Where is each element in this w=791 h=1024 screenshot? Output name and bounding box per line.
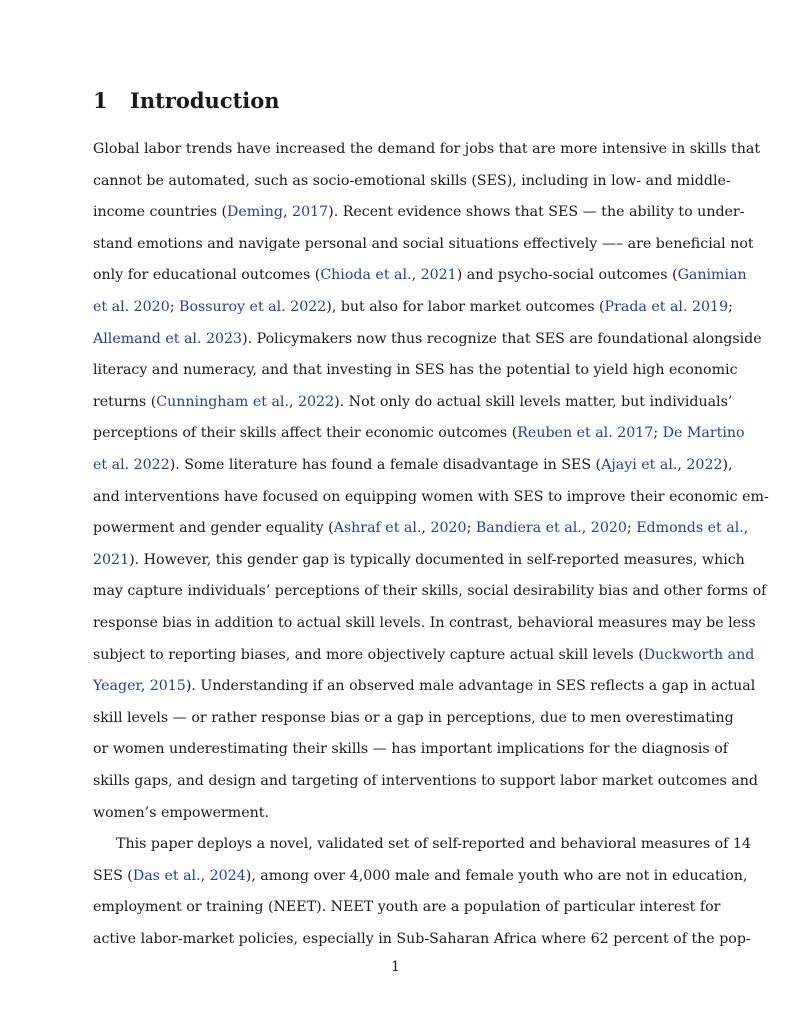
text-span: ). Policymakers now thus recognize that SES are foundational alongside xyxy=(242,330,762,347)
text-span: active labor-market policies, especially in Sub-Saharan Africa where 62 percent of the pop- xyxy=(93,931,751,947)
text-line xyxy=(93,202,745,222)
text-line xyxy=(93,739,729,759)
text-line xyxy=(93,581,767,601)
text-line xyxy=(93,360,738,380)
citation-link[interactable]: 2022 xyxy=(298,393,335,410)
citation-link[interactable]: et al. 2022 xyxy=(93,457,170,473)
text-span: , xyxy=(200,867,210,884)
text-span: may capture individuals’ perceptions of their skills, social desirability bias and other forms of xyxy=(93,583,767,600)
text-span: , xyxy=(140,678,150,695)
section-heading xyxy=(93,86,280,116)
text-line xyxy=(93,139,761,159)
citation-link[interactable]: Yeager xyxy=(93,678,141,695)
citation-link[interactable]: 2024 xyxy=(209,867,246,884)
text-span: only for educational outcomes ( xyxy=(93,267,321,284)
section-number: 1 xyxy=(93,88,108,113)
text-span: and interventions have focused on equipping women with SES to improve their economic em- xyxy=(93,488,769,505)
text-span: ), xyxy=(722,457,733,473)
text-span: ), among over 4,000 male and female youth who are not in education, xyxy=(245,867,748,884)
text-span: ). Understanding if an observed male advantage in SES reflects a gap in actual xyxy=(185,678,756,695)
citation-link[interactable]: 2020 xyxy=(590,520,627,537)
citation-link[interactable]: Prada et al. 2019 xyxy=(604,299,729,315)
text-span: income countries ( xyxy=(93,204,228,221)
text-line xyxy=(93,645,755,665)
text-line xyxy=(93,771,758,791)
text-span: ), but also for labor market outcomes ( xyxy=(326,299,605,315)
citation-link[interactable]: Deming xyxy=(227,204,284,221)
text-line xyxy=(93,265,747,285)
text-line xyxy=(93,423,745,443)
text-line xyxy=(93,297,733,317)
text-span: skills gaps, and design and targeting of interventions to support labor market outcomes and xyxy=(93,773,758,789)
text-span: , xyxy=(411,267,421,284)
text-span: response bias in addition to actual skill levels. In contrast, behavioral measures may be less xyxy=(93,615,756,631)
text-span: , xyxy=(283,204,293,221)
text-span: literacy and numeracy, and that investing in SES has the potential to yield high economic xyxy=(93,362,738,379)
citation-link[interactable]: 2020 xyxy=(430,520,467,537)
text-span: skill levels — or rather response bias or a gap in perceptions, due to men overestimating xyxy=(93,709,734,726)
citation-link[interactable]: Ajayi et al. xyxy=(601,457,678,473)
text-span: stand emotions and navigate personal and social situations effectively —– are beneficial not xyxy=(93,235,754,252)
text-line xyxy=(93,676,756,696)
citation-link[interactable]: Bossuroy et al. 2022 xyxy=(179,299,327,315)
text-span: , xyxy=(581,520,591,537)
text-span: ). Not only do actual skill levels matter, but individuals’ xyxy=(334,393,733,410)
text-line xyxy=(93,392,733,412)
text-span: employment or training (NEET). NEET youth are a population of particular interest for xyxy=(93,899,721,916)
text-span: ; xyxy=(466,520,476,537)
text-line xyxy=(93,329,762,349)
text-span: ). Recent evidence shows that SES — the ability to under- xyxy=(328,204,745,221)
text-span: ; xyxy=(653,425,663,442)
text-span: women’s empowerment. xyxy=(93,804,269,821)
text-span: perceptions of their skills affect their economic outcomes ( xyxy=(93,425,518,442)
text-span: , xyxy=(677,457,687,473)
citation-link[interactable]: 2017 xyxy=(292,204,329,221)
text-span: cannot be automated, such as socio-emotional skills (SES), including in low- and middle- xyxy=(93,172,731,189)
text-line xyxy=(93,929,751,949)
citation-link[interactable]: Ganimian xyxy=(677,267,747,284)
text-line xyxy=(93,897,721,917)
text-span: returns ( xyxy=(93,393,157,410)
text-span: , xyxy=(743,520,749,537)
text-span: subject to reporting biases, and more objectively capture actual skill levels ( xyxy=(93,646,644,663)
text-line xyxy=(93,455,733,475)
citation-link[interactable]: Chioda et al. xyxy=(320,267,412,284)
text-span: ). Some literature has found a female disadvantage in SES ( xyxy=(169,457,602,473)
text-line xyxy=(93,613,756,633)
text-span: ; xyxy=(728,299,733,315)
text-line xyxy=(93,803,698,823)
text-span: powerment and gender equality ( xyxy=(93,520,334,537)
text-line xyxy=(93,550,745,570)
citation-link[interactable]: Ashraf et al. xyxy=(333,520,422,537)
citation-link[interactable]: Duckworth and xyxy=(643,646,755,663)
citation-link[interactable]: De Martino xyxy=(662,425,745,442)
text-span: SES ( xyxy=(93,867,133,884)
section-title: Introduction xyxy=(130,88,280,113)
text-span: This paper deploys a novel, validated set of self-reported and behavioral measures of 14 xyxy=(116,836,751,853)
citation-link[interactable]: 2021 xyxy=(93,551,130,568)
text-line xyxy=(116,834,751,854)
text-span: Global labor trends have increased the demand for jobs that are more intensive in skills that xyxy=(93,141,761,157)
citation-link[interactable]: Das et al. xyxy=(132,867,201,884)
citation-link[interactable]: 2015 xyxy=(149,678,186,695)
citation-link[interactable]: 2021 xyxy=(420,267,457,284)
text-span: , xyxy=(421,520,431,537)
citation-link[interactable]: Reuben et al. 2017 xyxy=(517,425,654,442)
text-span: or women underestimating their skills — has important implications for the diagnosis of xyxy=(93,741,729,758)
text-line xyxy=(93,171,731,191)
text-line xyxy=(93,234,754,254)
text-line xyxy=(93,866,748,886)
citation-link[interactable]: Bandiera et al. xyxy=(475,520,582,537)
citation-link[interactable]: 2022 xyxy=(686,457,723,473)
text-span: ; xyxy=(626,520,637,537)
text-line xyxy=(93,518,749,538)
text-span: ). However, this gender gap is typically documented in self-reported measures, which xyxy=(129,551,745,568)
citation-link[interactable]: Edmonds et al. xyxy=(636,520,744,537)
text-span: ; xyxy=(169,299,180,315)
text-line xyxy=(93,708,734,728)
text-line xyxy=(93,487,769,507)
citation-link[interactable]: et al. 2020 xyxy=(93,299,170,315)
page-number: 1 xyxy=(391,959,400,975)
citation-link[interactable]: Cunningham et al. xyxy=(156,393,289,410)
text-span: ) and psycho-social outcomes ( xyxy=(456,267,678,284)
text-span: , xyxy=(288,393,298,410)
citation-link[interactable]: Allemand et al. 2023 xyxy=(93,330,243,347)
